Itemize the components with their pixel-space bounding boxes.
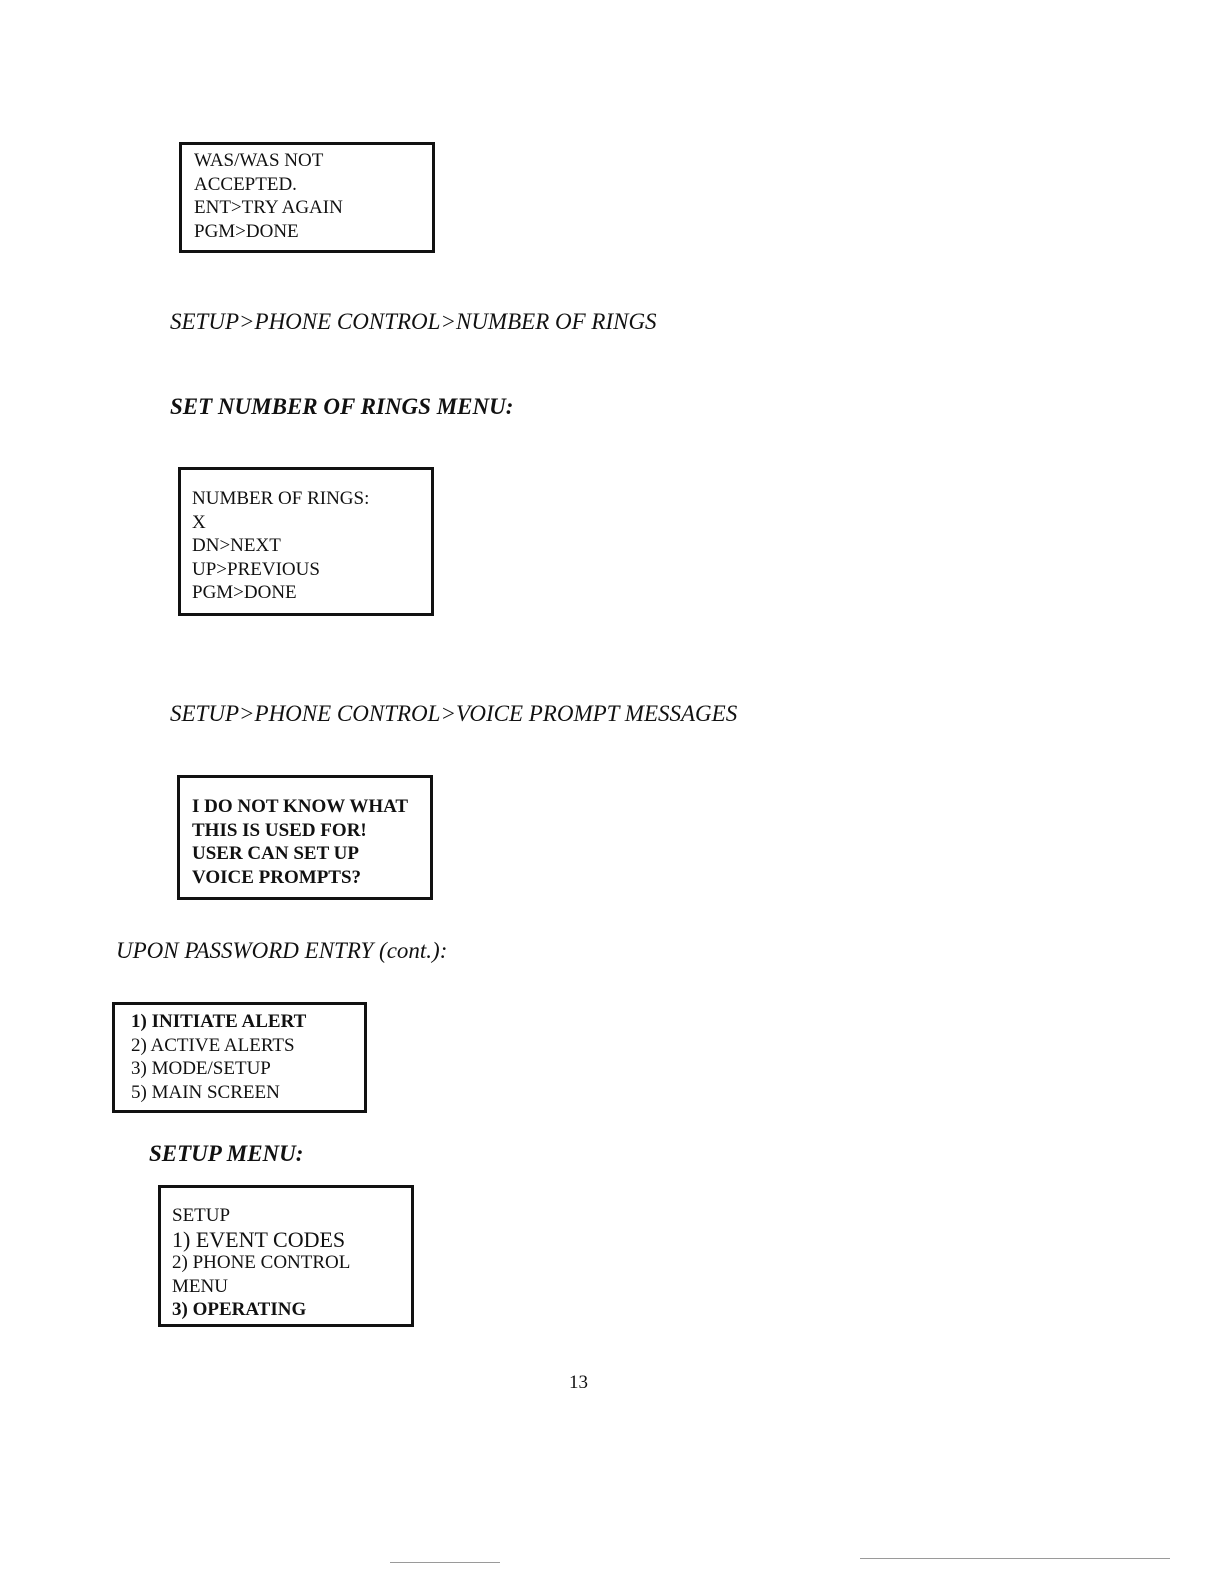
box-line-initiate-alert: 1) INITIATE ALERT	[131, 1011, 307, 1032]
box-line: ACCEPTED.	[194, 173, 297, 195]
box-line-operating: 3) OPERATING	[172, 1299, 307, 1320]
box-line: X	[192, 511, 206, 533]
box-line: WAS/WAS NOT	[194, 150, 324, 171]
box-line: MENU	[172, 1275, 228, 1297]
menu-path-number-of-rings: SETUP>PHONE CONTROL>NUMBER OF RINGS	[170, 309, 657, 334]
box-line: I DO NOT KNOW WHAT	[192, 796, 409, 817]
heading-setup-menu: SETUP MENU:	[149, 1141, 304, 1166]
voice-prompt-note-box	[177, 775, 433, 900]
box-line: NUMBER OF RINGS:	[192, 488, 370, 509]
accepted-status-box	[179, 142, 435, 253]
heading-set-number-of-rings: SET NUMBER OF RINGS MENU:	[170, 394, 514, 419]
box-line: THIS IS USED FOR!	[192, 819, 367, 841]
box-line: 2) ACTIVE ALERTS	[131, 1034, 295, 1056]
scan-artifact-line	[390, 1562, 500, 1563]
box-line: 2) PHONE CONTROL	[172, 1252, 351, 1273]
box-line: DN>NEXT	[192, 535, 281, 556]
scan-artifact-line	[860, 1558, 1170, 1559]
box-line: SETUP	[172, 1205, 231, 1226]
number-of-rings-box	[178, 467, 434, 616]
password-entry-menu-box	[112, 1002, 367, 1113]
box-line-event-codes: 1) EVENT CODES	[172, 1226, 346, 1252]
box-line: VOICE PROMPTS?	[192, 866, 362, 888]
box-line: 5) MAIN SCREEN	[131, 1081, 280, 1103]
box-line: PGM>DONE	[192, 582, 297, 603]
box-line: 3) MODE/SETUP	[131, 1058, 271, 1079]
menu-path-voice-prompt-messages: SETUP>PHONE CONTROL>VOICE PROMPT MESSAGES	[170, 701, 738, 726]
box-line: PGM>DONE	[194, 220, 299, 242]
box-line: USER CAN SET UP	[192, 843, 359, 864]
setup-menu-box	[158, 1185, 414, 1327]
box-line: UP>PREVIOUS	[192, 558, 320, 580]
page-number: 13	[569, 1372, 588, 1393]
heading-upon-password-entry: UPON PASSWORD ENTRY (cont.):	[116, 938, 448, 963]
box-line: ENT>TRY AGAIN	[194, 197, 343, 218]
